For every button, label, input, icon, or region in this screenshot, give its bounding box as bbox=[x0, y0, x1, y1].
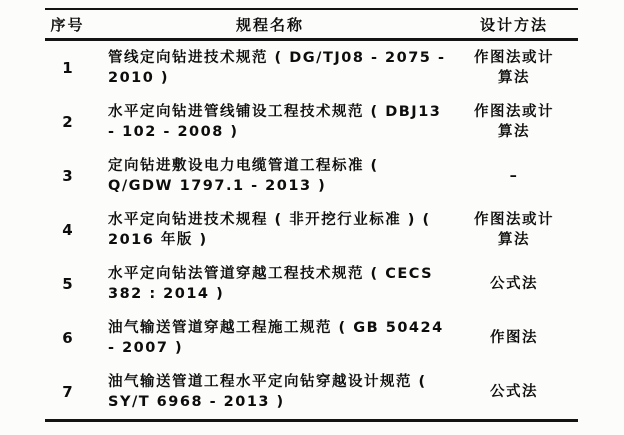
row-serial-number: 6 bbox=[62, 329, 73, 347]
row-regulation-name: 水平定向钻法管道穿越工程技术规范 ( CECS 382 : 2014 ) bbox=[108, 266, 434, 302]
table-row bbox=[45, 311, 578, 365]
design-method-text: 公式法 bbox=[490, 276, 538, 292]
design-method-text: 作图法或计算法 bbox=[474, 50, 554, 86]
row-design-method bbox=[450, 166, 578, 186]
table-header-row bbox=[45, 10, 578, 38]
header-serial-number: 序号 bbox=[50, 15, 85, 34]
row-serial-number: 7 bbox=[62, 383, 73, 401]
header-design-method: 设计方法 bbox=[479, 15, 548, 34]
row-design-method bbox=[450, 274, 578, 294]
table-row bbox=[45, 257, 578, 311]
row-regulation-name: 油气输送管道穿越工程施工规范 ( GB 50424 - 2007 ) bbox=[108, 320, 444, 356]
row-design-method bbox=[450, 382, 578, 402]
design-method-text: 作图法或计算法 bbox=[474, 212, 554, 248]
header-regulation-name: 规程名称 bbox=[235, 15, 304, 34]
row-regulation-name: 水平定向钻进管线铺设工程技术规范 ( DBJ13 - 102 - 2008 ) bbox=[108, 104, 442, 140]
design-method-text: – bbox=[509, 168, 519, 184]
standards-table bbox=[45, 8, 578, 422]
row-regulation-name: 油气输送管道工程水平定向钻穿越设计规范 ( SY/T 6968 - 2013 ) bbox=[108, 374, 427, 410]
row-design-method bbox=[450, 210, 578, 250]
table-row bbox=[45, 41, 578, 95]
row-serial-number: 5 bbox=[62, 275, 73, 293]
row-design-method bbox=[450, 328, 578, 348]
design-method-text: 作图法或计算法 bbox=[474, 104, 554, 140]
row-regulation-name: 管线定向钻进技术规范 ( DG/TJ08 - 2075 - 2010 ) bbox=[108, 50, 446, 86]
row-design-method bbox=[450, 48, 578, 88]
row-regulation-name: 水平定向钻进技术规程 ( 非开挖行业标准 ) ( 2016 年版 ) bbox=[108, 212, 431, 248]
table-row bbox=[45, 365, 578, 419]
row-serial-number: 2 bbox=[62, 113, 73, 131]
design-method-text: 公式法 bbox=[490, 384, 538, 400]
table-bottom-rule bbox=[45, 419, 578, 422]
row-serial-number: 4 bbox=[62, 221, 73, 239]
row-serial-number: 1 bbox=[62, 59, 73, 77]
row-regulation-name: 定向钻进敷设电力电缆管道工程标准 ( Q/GDW 1797.1 - 2013 ) bbox=[108, 158, 379, 194]
row-design-method bbox=[450, 102, 578, 142]
table-row bbox=[45, 149, 578, 203]
design-method-text: 作图法 bbox=[490, 330, 538, 346]
table-row bbox=[45, 95, 578, 149]
table-row bbox=[45, 203, 578, 257]
row-serial-number: 3 bbox=[62, 167, 73, 185]
